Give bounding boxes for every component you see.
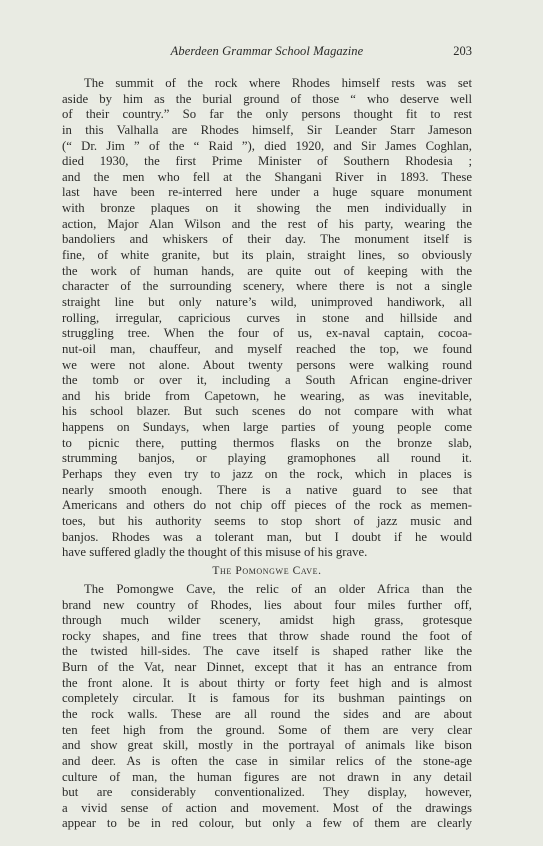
text-line: strumming banjos, or playing gramophones all round it. [62, 451, 472, 466]
text-line: The Pomongwe Cave, the relic of an older Africa than the [84, 581, 472, 596]
text-line: to picnic there, putting thermos flasks on the bronze slab, [62, 435, 472, 450]
text-line: struggling tree. When the four of us, ex-naval captain, cocoa- [62, 326, 472, 341]
text-line: Perhaps they even try to jazz on the rock, which in places is [62, 467, 472, 482]
text-line: nearly smooth enough. There is a native guard to see that [62, 482, 472, 497]
text-line: completely circular. It is famous for its bushman paintings on [62, 691, 472, 706]
text-line: the front alone. It is about thirty or forty feet high and is almost [62, 675, 472, 690]
text-line: Burn of the Vat, near Dinnet, except that it has an entrance from [62, 660, 472, 675]
text-line: appear to be in red colour, but only a few of them are clearly [62, 816, 472, 831]
text-line: rocky shapes, and fine trees that throw shade round the foot of [62, 628, 472, 643]
text-line: Americans and others do not chip off pieces of the rock as memen- [62, 498, 472, 513]
paragraph-rhodes-grave [62, 76, 472, 561]
text-line: character of the surrounding scenery, where there is not a single [62, 279, 472, 294]
text-line: ten feet high from the ground. Some of them are very clear [62, 722, 472, 737]
text-line: and deer. As is often the case in similar relics of the stone-age [62, 753, 472, 768]
text-line: The summit of the rock where Rhodes himself rests was set [84, 76, 472, 90]
text-line: brand new country of Rhodes, lies about four miles further off, [62, 597, 472, 612]
running-header [62, 44, 472, 60]
text-line: but are considerably conventionalized. They display, however, [62, 785, 472, 800]
page-number: 203 [453, 44, 472, 58]
text-line: and show great skill, mostly in the portrayal of animals like bison [62, 738, 472, 753]
text-line: through much wilder scenery, amidst high grass, grotesque [62, 613, 472, 628]
text-line: a vivid sense of action and movement. Most of the drawings [62, 800, 472, 815]
section-heading: The Pomongwe Cave. [212, 564, 322, 577]
article-body [62, 76, 472, 832]
text-line: banjos. Rhodes was a tolerant man, but I doubt if he would [62, 529, 472, 544]
text-line: we were not alone. About twenty persons were walking round [62, 357, 472, 372]
text-line: happens on Sundays, when large parties of young people come [62, 420, 472, 435]
running-title: Aberdeen Grammar School Magazine [170, 44, 364, 58]
text-line: aside by him as the burial ground of those “ who deserve well [62, 91, 472, 106]
text-line: action, Major Alan Wilson and the rest of his party, wearing the [62, 216, 472, 231]
text-line: (“ Dr. Jim ” of the “ Raid ”), died 1920, and Sir James Coghlan, [62, 138, 472, 153]
text-line: of their country.” So far the only persons thought fit to rest [62, 107, 472, 122]
text-line: his school blazer. But such scenes do not compare with what [62, 404, 472, 419]
text-line: toes, but his authority seems to stop short of jazz music and [62, 513, 472, 528]
text-line: and his bride from Capetown, he wearing, as was inevitable, [62, 388, 472, 403]
text-line: the tomb or over it, including a South African engine-driver [62, 373, 472, 388]
text-line: the work of human hands, are quite out of keeping with the [62, 263, 472, 278]
text-line: the twisted hill-sides. The cave itself is shaped rather like the [62, 644, 472, 659]
text-line: rolling, irregular, capricious curves in stone and hillside and [62, 310, 472, 325]
text-line: last have been re-interred here under a huge square monument [62, 185, 472, 200]
text-line: bandoliers and whiskers of their day. The monument itself is [62, 232, 472, 247]
text-line: the rock walls. These are all round the sides and are about [62, 706, 472, 721]
text-line: fine, of white granite, but its plain, straight lines, so obviously [62, 248, 472, 263]
text-line: straight line but only nature’s wild, unimproved handiwork, all [62, 294, 472, 309]
text-line: died 1930, the first Prime Minister of Southern Rhodesia ; [62, 154, 472, 169]
text-line: with bronze plaques on it showing the men individually in [62, 201, 472, 216]
text-line: have suffered gladly the thought of this misuse of his grave. [62, 545, 368, 560]
text-line: in this Valhalla are Rhodes himself, Sir Leander Starr Jameson [62, 122, 472, 137]
text-line: and the men who fell at the Shangani River in 1893. These [62, 169, 472, 184]
paragraph-pomongwe-cave [62, 582, 472, 832]
text-line: nut-oil man, chauffeur, and myself reached the top, we found [62, 341, 472, 356]
text-line: culture of man, the human figures are not drawn in any detail [62, 769, 472, 784]
